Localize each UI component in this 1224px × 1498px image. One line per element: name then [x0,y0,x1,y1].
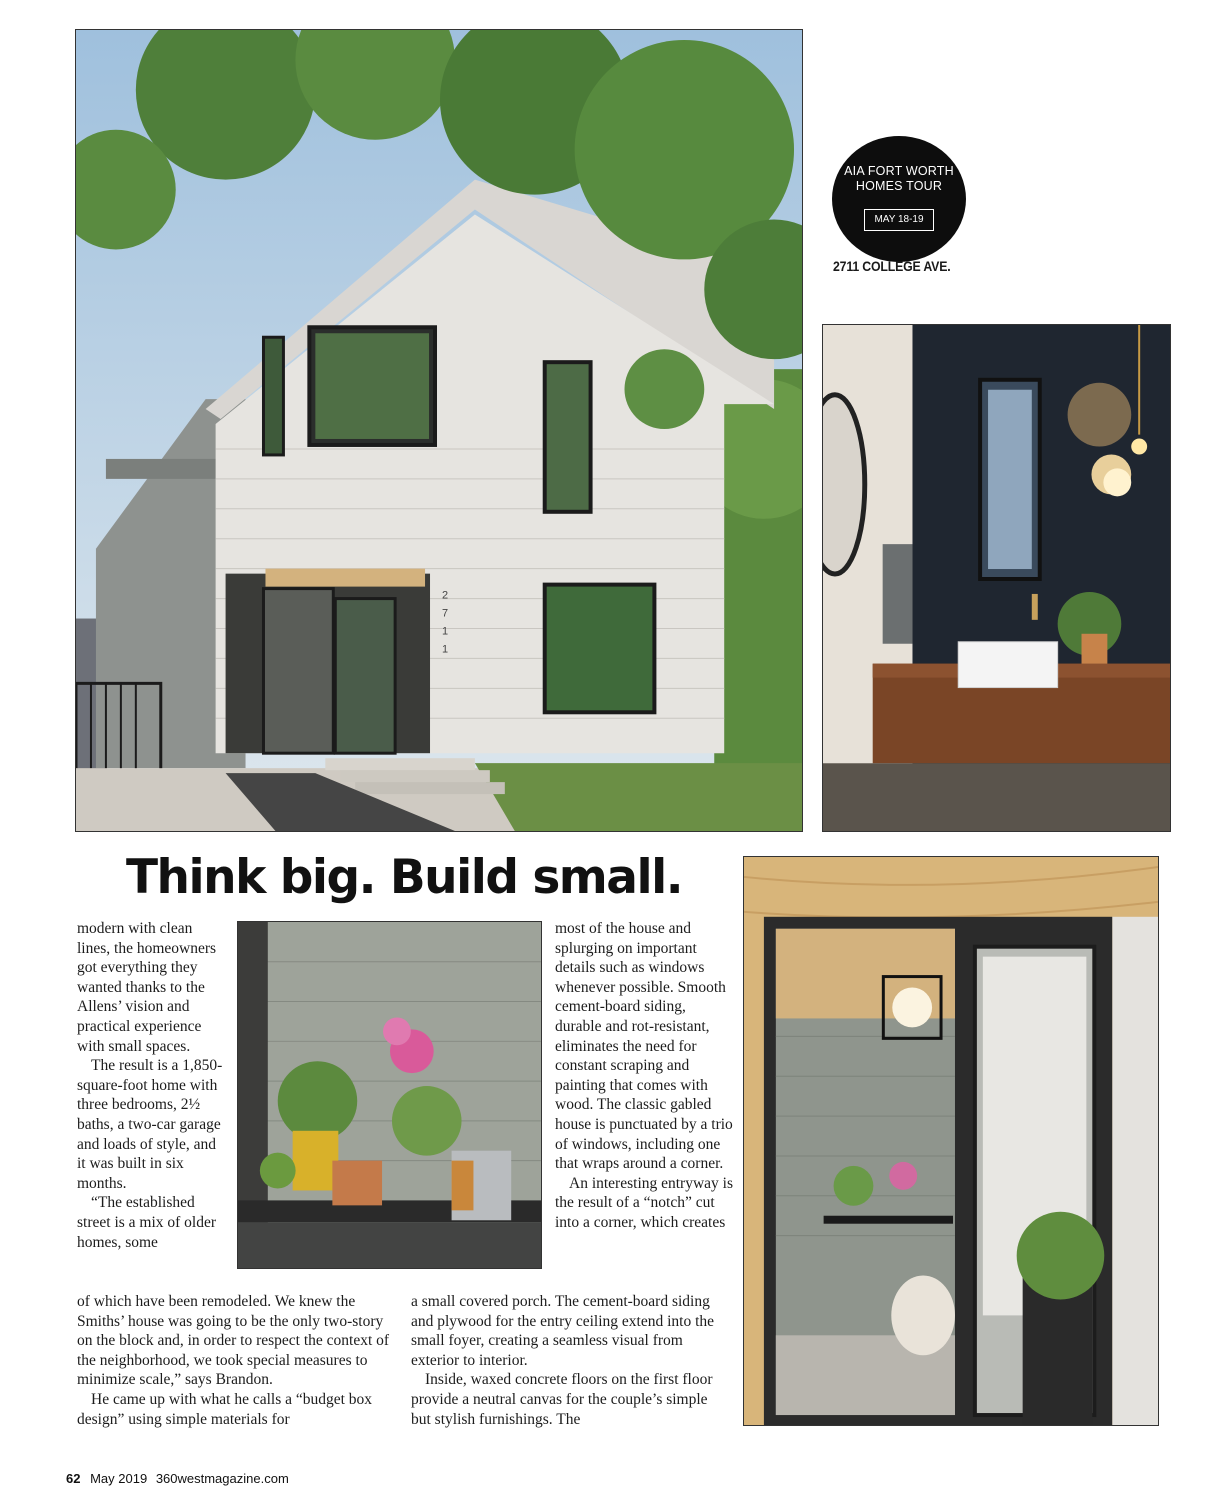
article-column-1 [77,919,227,1252]
address-label: 2711 COLLEGE AVE. [833,258,951,274]
badge-title: AIA FORT WORTH [844,164,954,178]
article-paragraph: An interesting entryway is the result of a “notch” cut into a corner, which creates [555,1174,734,1231]
badge-subtitle: HOMES TOUR [855,179,943,193]
article-paragraph: of which have been remodeled. We knew the Smiths’ house was going to be the only two-story on the block and, in order to respect the context of the neighborhood, we took special measures to minimize scale,” says Brandon. [77,1293,390,1389]
article-paragraph: most of the house and splurging on important details such as windows whenever possible. Smooth cement-board siding, durable and rot-resistant, eliminates the need for constant scraping and painting that comes with wood. The classic gabled house is punctuated by a trio of windows, including one that wraps around a corner. [555,920,733,1173]
article-paragraph: The result is a 1,850-square-foot home with three bedrooms, 2½ baths, a two-car garage and loads of style, and it was built in six months. [77,1057,223,1192]
house-number-digit: 2 [441,589,449,602]
issue-date: May 2019 [90,1471,148,1486]
article-paragraph: modern with clean lines, the homeowners got everything they wanted thanks to the Allens’ vision and practical experience with small spaces. [77,920,217,1055]
house-number-digit: 1 [441,625,449,638]
house-number-digit: 7 [441,607,449,620]
article-column-1-bottom [77,1292,397,1429]
article-headline: Think big. Build small. [126,850,683,905]
article-column-2 [555,919,733,1233]
porch-plants-photo [237,921,542,1269]
bathroom-photo [822,324,1171,832]
article-paragraph: a small covered porch. The cement-board siding and plywood for the entry ceiling extend into the small foyer, creating a seamless visual from exterior to interior. [411,1293,715,1369]
page-number: 62 [66,1471,81,1486]
entryway-photo [743,856,1159,1426]
article-column-2-bottom [411,1292,721,1429]
article-paragraph: “The established street is a mix of older homes, some [77,1194,217,1251]
article-paragraph: He came up with what he calls a “budget box design” using simple materials for [77,1390,373,1428]
homes-tour-badge [832,136,966,262]
article-paragraph: Inside, waxed concrete floors on the first floor provide a neutral canvas for the couple’s simple but stylish furnishings. The [411,1371,713,1428]
house-number-digit: 1 [441,643,449,656]
house-exterior-photo [75,29,803,832]
badge-date: MAY 18-19 [864,209,934,231]
magazine-website: 360westmagazine.com [155,1471,289,1486]
page-footer [66,1471,294,1486]
